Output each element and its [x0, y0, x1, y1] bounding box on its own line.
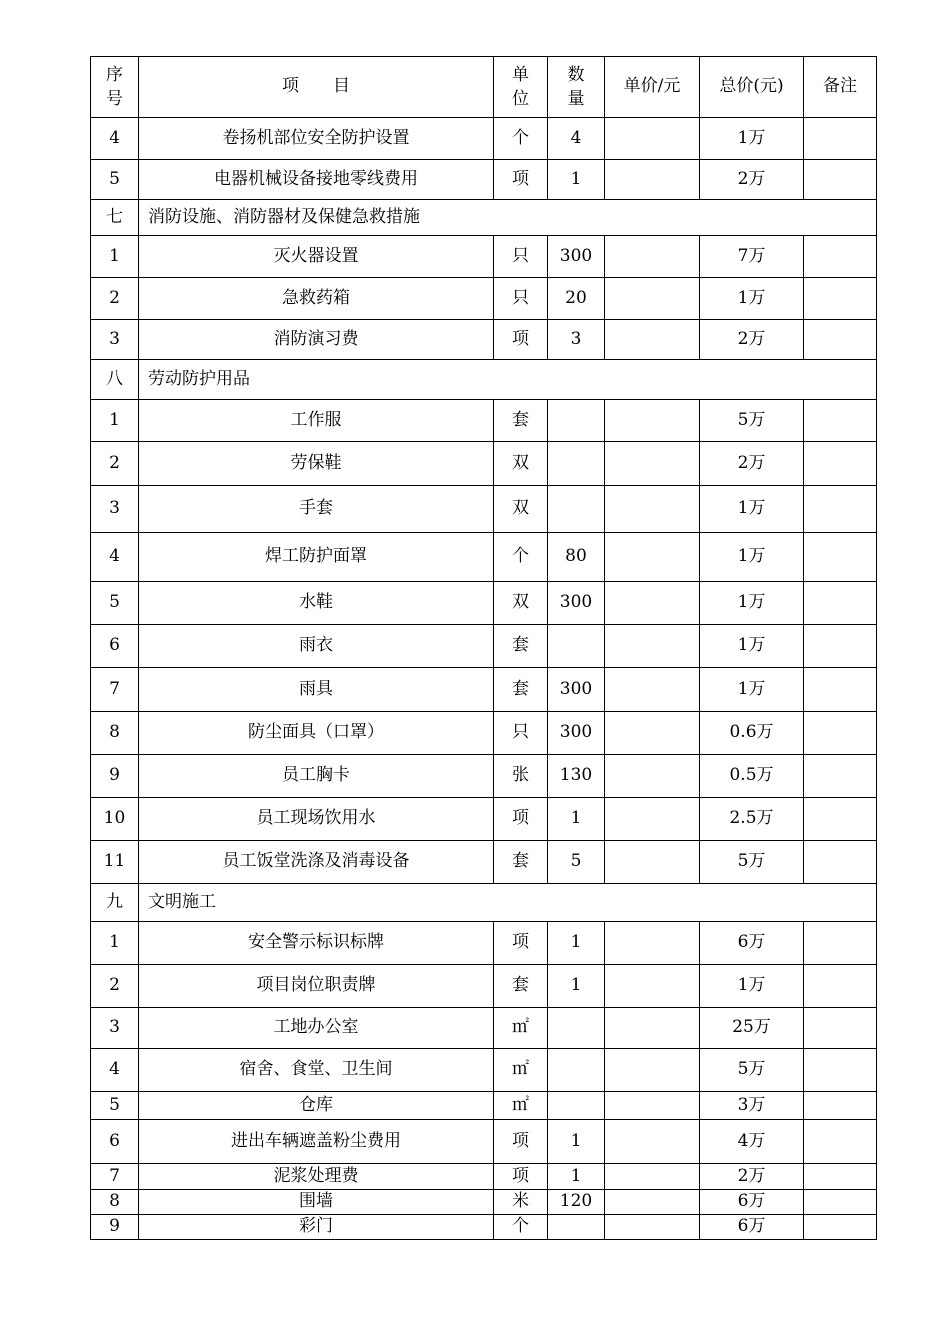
cell-item: 工作服	[139, 400, 494, 442]
cell-note	[804, 1049, 877, 1092]
cell-note	[804, 922, 877, 965]
section-row	[91, 360, 877, 400]
cell-note	[804, 755, 877, 798]
cell-note	[804, 1215, 877, 1240]
section-title: 劳动防护用品	[139, 360, 877, 400]
table-row	[91, 712, 877, 755]
cell-unit-price	[605, 965, 700, 1008]
cell-item: 仓库	[139, 1092, 494, 1120]
cell-unit-price	[605, 160, 700, 200]
cell-unit-price	[605, 582, 700, 625]
cell-qty: 130	[548, 755, 605, 798]
cell-total: 1万	[700, 625, 804, 668]
table-row	[91, 1120, 877, 1164]
cell-item: 水鞋	[139, 582, 494, 625]
header-unit-price: 单价/元	[605, 57, 700, 118]
cell-total: 25万	[700, 1008, 804, 1049]
cell-seq: 7	[91, 1164, 139, 1190]
cell-total: 0.6万	[700, 712, 804, 755]
table-row	[91, 625, 877, 668]
cell-unit-price	[605, 1164, 700, 1190]
cell-note	[804, 1008, 877, 1049]
header-seq-line2: 号	[106, 89, 123, 109]
cell-item: 员工饭堂洗涤及消毒设备	[139, 841, 494, 884]
cell-seq: 10	[91, 798, 139, 841]
cell-unit: 个	[494, 118, 548, 160]
cell-qty: 20	[548, 278, 605, 320]
table-row	[91, 1190, 877, 1215]
cell-unit: 项	[494, 922, 548, 965]
cell-seq: 5	[91, 582, 139, 625]
cell-seq: 5	[91, 160, 139, 200]
section-title: 文明施工	[139, 884, 877, 922]
cell-note	[804, 1164, 877, 1190]
cell-unit: 项	[494, 1164, 548, 1190]
cell-unit-price	[605, 1215, 700, 1240]
cell-unit-price	[605, 236, 700, 278]
cell-qty: 1	[548, 1164, 605, 1190]
cell-qty: 1	[548, 798, 605, 841]
cell-unit-price	[605, 1092, 700, 1120]
cell-unit: 个	[494, 533, 548, 582]
table-row	[91, 1215, 877, 1240]
section-title: 消防设施、消防器材及保健急救措施	[139, 200, 877, 236]
cell-unit-price	[605, 1120, 700, 1164]
cell-qty: 1	[548, 1120, 605, 1164]
cell-item: 雨衣	[139, 625, 494, 668]
cell-qty	[548, 625, 605, 668]
cell-total: 6万	[700, 922, 804, 965]
cell-item: 消防演习费	[139, 320, 494, 360]
table-row	[91, 1092, 877, 1120]
cell-unit-price	[605, 442, 700, 486]
cell-unit-price	[605, 841, 700, 884]
cell-total: 7万	[700, 236, 804, 278]
section-row	[91, 200, 877, 236]
cell-item: 劳保鞋	[139, 442, 494, 486]
cell-total: 6万	[700, 1190, 804, 1215]
cell-item: 安全警示标识标牌	[139, 922, 494, 965]
table-row	[91, 278, 877, 320]
cell-unit: 米	[494, 1190, 548, 1215]
cell-note	[804, 582, 877, 625]
cell-unit: 项	[494, 160, 548, 200]
cell-note	[804, 486, 877, 533]
cell-seq: 4	[91, 1049, 139, 1092]
table-row	[91, 922, 877, 965]
cell-unit-price	[605, 712, 700, 755]
cell-qty: 1	[548, 922, 605, 965]
table-row	[91, 1049, 877, 1092]
cell-total: 5万	[700, 1049, 804, 1092]
cell-qty: 80	[548, 533, 605, 582]
cell-item: 手套	[139, 486, 494, 533]
cell-item: 项目岗位职责牌	[139, 965, 494, 1008]
cell-qty	[548, 1215, 605, 1240]
header-unit-line1: 单	[512, 65, 529, 85]
cell-seq: 6	[91, 625, 139, 668]
cell-qty: 300	[548, 712, 605, 755]
cell-qty	[548, 442, 605, 486]
cell-qty: 4	[548, 118, 605, 160]
cell-total: 2万	[700, 160, 804, 200]
section-seq: 七	[91, 200, 139, 236]
cell-total: 3万	[700, 1092, 804, 1120]
cell-unit-price	[605, 1190, 700, 1215]
cell-seq: 8	[91, 1190, 139, 1215]
cell-seq: 6	[91, 1120, 139, 1164]
cell-total: 1万	[700, 486, 804, 533]
cell-unit-price	[605, 1049, 700, 1092]
cell-unit-price	[605, 668, 700, 712]
header-row	[91, 57, 877, 118]
cell-item: 防尘面具（口罩）	[139, 712, 494, 755]
header-note: 备注	[804, 57, 877, 118]
cell-seq: 2	[91, 442, 139, 486]
cell-total: 1万	[700, 533, 804, 582]
cell-seq: 9	[91, 755, 139, 798]
cell-unit: ㎡	[494, 1049, 548, 1092]
cell-unit: 只	[494, 712, 548, 755]
cell-unit: 张	[494, 755, 548, 798]
cell-unit-price	[605, 922, 700, 965]
cell-seq: 1	[91, 236, 139, 278]
cell-unit: 套	[494, 841, 548, 884]
cell-seq: 8	[91, 712, 139, 755]
header-seq-line1: 序	[106, 65, 123, 85]
cell-unit: 双	[494, 582, 548, 625]
cell-item: 雨具	[139, 668, 494, 712]
cell-unit: 只	[494, 278, 548, 320]
cell-unit-price	[605, 278, 700, 320]
cell-item: 灭火器设置	[139, 236, 494, 278]
header-seq	[91, 57, 139, 118]
header-total: 总价(元)	[700, 57, 804, 118]
cell-total: 2万	[700, 442, 804, 486]
table-row	[91, 160, 877, 200]
cell-total: 1万	[700, 965, 804, 1008]
cell-total: 1万	[700, 278, 804, 320]
cell-note	[804, 442, 877, 486]
cell-note	[804, 965, 877, 1008]
table-row	[91, 486, 877, 533]
header-qty	[548, 57, 605, 118]
cell-note	[804, 118, 877, 160]
cell-note	[804, 533, 877, 582]
table-row	[91, 755, 877, 798]
cell-qty: 300	[548, 668, 605, 712]
cell-unit: 双	[494, 486, 548, 533]
cell-qty: 1	[548, 160, 605, 200]
cell-qty: 3	[548, 320, 605, 360]
cell-unit: 项	[494, 1120, 548, 1164]
header-unit-line2: 位	[512, 89, 529, 109]
cell-qty	[548, 1008, 605, 1049]
table-row	[91, 798, 877, 841]
cell-unit-price	[605, 1008, 700, 1049]
cell-unit: 双	[494, 442, 548, 486]
table-row	[91, 533, 877, 582]
cell-unit: 只	[494, 236, 548, 278]
cell-qty: 300	[548, 582, 605, 625]
cell-item: 工地办公室	[139, 1008, 494, 1049]
cell-seq: 2	[91, 278, 139, 320]
cell-item: 员工现场饮用水	[139, 798, 494, 841]
cell-qty	[548, 400, 605, 442]
table-row	[91, 965, 877, 1008]
table-row	[91, 118, 877, 160]
cell-note	[804, 712, 877, 755]
cell-unit-price	[605, 118, 700, 160]
table-row	[91, 668, 877, 712]
cell-unit-price	[605, 625, 700, 668]
cell-item: 卷扬机部位安全防护设置	[139, 118, 494, 160]
cell-item: 急救药箱	[139, 278, 494, 320]
cell-unit-price	[605, 755, 700, 798]
cell-qty	[548, 1049, 605, 1092]
cell-note	[804, 320, 877, 360]
cell-item: 焊工防护面罩	[139, 533, 494, 582]
cell-seq: 9	[91, 1215, 139, 1240]
cell-note	[804, 668, 877, 712]
cell-unit-price	[605, 486, 700, 533]
cell-unit: 套	[494, 965, 548, 1008]
cost-table	[90, 56, 877, 1240]
cell-qty	[548, 486, 605, 533]
cell-note	[804, 625, 877, 668]
cell-item: 电器机械设备接地零线费用	[139, 160, 494, 200]
cell-unit-price	[605, 400, 700, 442]
header-unit	[494, 57, 548, 118]
table-row	[91, 400, 877, 442]
cell-seq: 3	[91, 1008, 139, 1049]
cell-total: 4万	[700, 1120, 804, 1164]
cell-total: 2万	[700, 320, 804, 360]
cell-total: 1万	[700, 668, 804, 712]
table-row	[91, 442, 877, 486]
cell-total: 2.5万	[700, 798, 804, 841]
cell-item: 进出车辆遮盖粉尘费用	[139, 1120, 494, 1164]
cell-unit-price	[605, 798, 700, 841]
cell-total: 0.5万	[700, 755, 804, 798]
cell-unit-price	[605, 533, 700, 582]
cell-seq: 1	[91, 400, 139, 442]
cell-qty: 1	[548, 965, 605, 1008]
table-body	[91, 118, 877, 1240]
cell-note	[804, 1092, 877, 1120]
cell-total: 5万	[700, 841, 804, 884]
header-qty-line2: 量	[567, 89, 585, 109]
cell-note	[804, 278, 877, 320]
cell-unit-price	[605, 320, 700, 360]
cell-seq: 11	[91, 841, 139, 884]
cell-seq: 4	[91, 533, 139, 582]
cell-qty	[548, 1092, 605, 1120]
table-row	[91, 1164, 877, 1190]
cell-item: 泥浆处理费	[139, 1164, 494, 1190]
cell-note	[804, 1120, 877, 1164]
cell-note	[804, 841, 877, 884]
table-row	[91, 582, 877, 625]
cell-unit: ㎡	[494, 1008, 548, 1049]
cell-unit: 项	[494, 320, 548, 360]
section-seq: 八	[91, 360, 139, 400]
cell-note	[804, 160, 877, 200]
cell-item: 围墙	[139, 1190, 494, 1215]
cell-qty: 120	[548, 1190, 605, 1215]
cell-qty: 300	[548, 236, 605, 278]
cell-note	[804, 1190, 877, 1215]
cell-qty: 5	[548, 841, 605, 884]
cell-seq: 7	[91, 668, 139, 712]
cell-unit: ㎡	[494, 1092, 548, 1120]
cell-seq: 3	[91, 320, 139, 360]
cell-total: 5万	[700, 400, 804, 442]
cell-note	[804, 236, 877, 278]
cell-item: 宿舍、食堂、卫生间	[139, 1049, 494, 1092]
cell-item: 彩门	[139, 1215, 494, 1240]
cell-seq: 1	[91, 922, 139, 965]
cell-unit: 套	[494, 625, 548, 668]
section-seq: 九	[91, 884, 139, 922]
cell-seq: 5	[91, 1092, 139, 1120]
cell-note	[804, 798, 877, 841]
table-row	[91, 236, 877, 278]
cell-unit: 个	[494, 1215, 548, 1240]
cell-total: 2万	[700, 1164, 804, 1190]
cell-item: 员工胸卡	[139, 755, 494, 798]
cell-unit: 套	[494, 668, 548, 712]
cell-seq: 2	[91, 965, 139, 1008]
table-row	[91, 320, 877, 360]
cell-seq: 4	[91, 118, 139, 160]
table-row	[91, 841, 877, 884]
cell-note	[804, 400, 877, 442]
header-item: 项 目	[139, 57, 494, 118]
cell-total: 1万	[700, 582, 804, 625]
cell-total: 6万	[700, 1215, 804, 1240]
cell-seq: 3	[91, 486, 139, 533]
cell-unit: 套	[494, 400, 548, 442]
header-qty-line1: 数	[567, 65, 585, 85]
section-row	[91, 884, 877, 922]
cell-total: 1万	[700, 118, 804, 160]
cell-unit: 项	[494, 798, 548, 841]
table-row	[91, 1008, 877, 1049]
